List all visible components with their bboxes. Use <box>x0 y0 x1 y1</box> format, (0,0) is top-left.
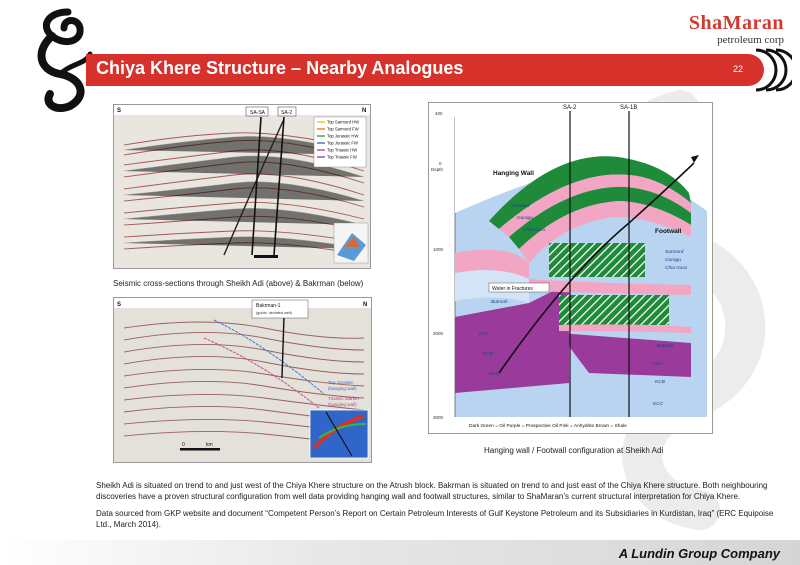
brand-block <box>689 12 784 46</box>
side-label-s: S <box>117 108 122 114</box>
depth-tick: 3000 <box>433 415 444 420</box>
well-sublabel: (guide, deviated well) <box>256 311 292 315</box>
depth-tick: 2000 <box>433 331 444 336</box>
formation-left: Garagu <box>517 216 533 221</box>
footwall-label: Footwall <box>655 228 682 235</box>
diagram-caption: Hanging wall / Footwall configuration at Sheikh Adi <box>484 446 664 455</box>
page-title: Chiya Khere Structure – Nearby Analogues <box>96 58 464 78</box>
legend-hanging-wall-1: (hanging wall) <box>328 386 357 391</box>
well-sa-2: SA-2 <box>563 105 577 111</box>
seismic-section-bottom <box>113 297 372 463</box>
formation-right: Butmah <box>657 344 674 349</box>
legend-item: Top Triassic HW <box>327 147 358 153</box>
hanging-wall-graphic <box>429 103 712 433</box>
seismic-top-caption: Seismic cross-sections through Sheikh Adi (above) & Bakrman (below) <box>113 279 364 288</box>
formation-right: Chia Gara <box>665 266 687 271</box>
footer-tagline: A Lundin Group Company <box>618 546 780 561</box>
formation-right: KCC <box>653 402 664 407</box>
legend-item: Top Sarmord HW <box>327 119 360 125</box>
well-label-sa-sa: SA-SA <box>250 110 266 116</box>
side-label-s: S <box>117 302 122 308</box>
side-label-n: N <box>362 108 367 114</box>
well-label-sa-2: SA-2 <box>281 110 293 116</box>
depth-axis-label: Depth <box>431 167 444 172</box>
brand-subtitle: petroleum corp <box>717 34 784 46</box>
formation-right: KCA <box>653 362 663 367</box>
legend-item: Top Jurassic FW <box>327 140 358 146</box>
legend-item: Top Sarmord FW <box>327 126 359 132</box>
legend-hanging-wall-2: (hanging wall) <box>328 402 357 407</box>
legend-triassic-marker: Triassic Marker <box>328 396 360 401</box>
formation-left: Butmah <box>491 300 508 305</box>
body-paragraph-2: Data sourced from GKP website and document “Competent Person’s Report on Certain Petroleum Interests of Gulf Keystone Petroleum and its Subsidiaries in Kurdistan, Iraq” (ERC Equipoise Ltd., March 2014). <box>96 509 774 529</box>
depth-tick: 1000 <box>433 247 444 252</box>
hanging-wall-diagram <box>428 102 713 434</box>
well-sa-1b: SA-1B <box>620 105 638 111</box>
body-paragraph-1: Sheikh Adi is situated on trend to and just west of the Chiya Khere structure on the Atrush block. Bakrman is situated on trend to and just east of the Chiya Khere structure. Both neighbouring discoveries have a proven structural configuration from well data providing hanging wall and footwall structures, similar to ShaMaran’s current structural interpretation for Chiya Khere. <box>96 481 768 501</box>
legend-item: Top Jurassic HW <box>327 133 359 139</box>
formation-right: Garagu <box>665 258 681 263</box>
decorative-arcs-icon <box>752 48 792 92</box>
svg-text:400: 400 <box>435 111 443 116</box>
legend-top-jurassic: Top Jurassic <box>328 380 354 385</box>
formation-right: KCB <box>655 380 665 385</box>
depth-tick: 0 <box>439 161 442 166</box>
scale-zero: 0 <box>182 442 185 448</box>
formation-left: KCA <box>479 332 489 337</box>
formation-right: Sarmord <box>665 250 684 255</box>
formation-left: KCB <box>483 352 493 357</box>
page-number: 22 <box>733 64 744 74</box>
diagram-legend: Dark Green = Oil Purple = Prospective Oil Pink = Anhydrite Brown = Shale <box>469 424 627 429</box>
brand-name: ShaMaran <box>688 12 784 34</box>
seismic-section-top <box>113 104 371 269</box>
formation-left: Sarmord <box>511 204 530 209</box>
scale-unit: km <box>206 442 213 448</box>
seismic-top-graphic <box>114 105 370 268</box>
hanging-wall-label: Hanging Wall <box>493 170 534 177</box>
formation-left: Chia Gara <box>523 228 545 233</box>
formation-left: KCC <box>489 372 500 377</box>
well-label-bakrman: Bakrman-1 <box>256 303 281 309</box>
side-label-n: N <box>363 302 368 308</box>
legend-item: Top Triassic FW <box>327 154 357 160</box>
water-in-fractures-label: Water in Fractures <box>492 286 533 292</box>
seismic-bottom-graphic <box>114 298 371 462</box>
